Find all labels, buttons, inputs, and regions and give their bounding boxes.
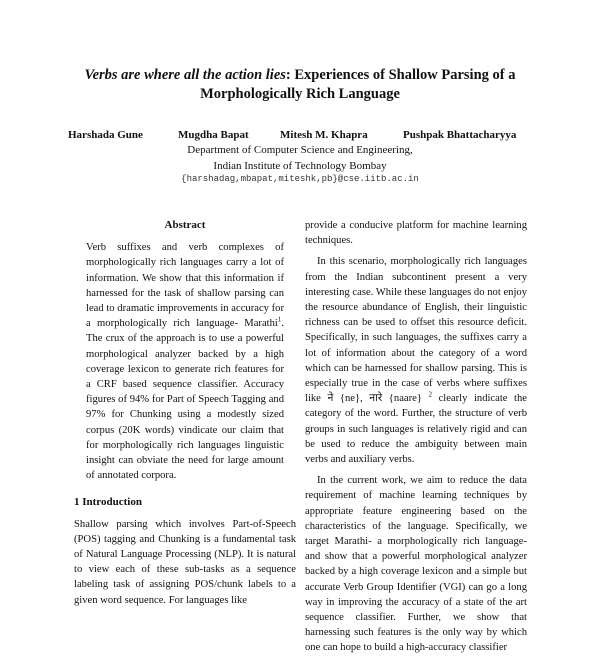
right-paragraph-1 [305, 254, 527, 467]
author-3: Mitesh M. Khapra [280, 129, 368, 141]
right-paragraph-1-b: clearly indicate the category of the word. Further, the structure of verb groups in such languages is relatively rigid and can be used to reduce the ambiguity between main verbs and auxiliary verbs. [305, 393, 527, 466]
intro-paragraph-1: Shallow parsing which involves Part-of-Speech (POS) tagging and Chunking is a fundamental task of Natural Language Processing (NLP). It is natural to view each of these sub-tasks as a sequence labeling task of assigning POS/chunk labels to a given word sequence. For languages like [74, 518, 296, 606]
affiliation-line-2: Indian Institute of Technology Bombay [213, 159, 387, 172]
abstract-text-b: . The crux of the approach is to use a powerful morphological analyzer backed by a high coverage lexicon to generate rich features for a CRF based sequence classifier. Accuracy figures of 94% for Part of Speech Tagging and 97% for Chunking using a modestly sized corpus (20K words) vindicate our claim that for morphologically rich languages linguistic insight can obviate the need for large amount of annotated corpora. [86, 318, 284, 482]
right-paragraph-0: provide a conducive platform for machine learning techniques. [305, 220, 527, 247]
section-heading-introduction: 1 Introduction [74, 496, 142, 509]
abstract-text-a: Verb suffixes and verb complexes of morphologically rich languages carry a lot of information. We show that this information if harnessed for the task of shallow parsing can lead to dramatic improvements in accuracy for a morphologically rich language- Marathi [86, 242, 284, 330]
footnote-mark-2: 2 [428, 390, 432, 399]
paper-title [40, 66, 560, 104]
abstract-heading: Abstract [164, 219, 206, 231]
title-italic: Verbs are where all the action lies [84, 67, 286, 83]
author-email: {harshadag,mbapat,miteshk,pb}@cse.iitb.ac.in [181, 174, 419, 184]
author-2: Mugdha Bapat [178, 129, 249, 141]
title-rest: : Experiences of Shallow Parsing of a Morphologically Rich Language [200, 67, 516, 102]
affiliation-line-1: Department of Computer Science and Engineering, [187, 144, 413, 156]
author-1: Harshada Gune [68, 129, 143, 141]
author-4: Pushpak Bhattacharyya [403, 129, 517, 141]
right-paragraph-2: In the current work, we aim to reduce the data requirement of machine learning techniques by appropriate feature engineering based on the characteristics of the language. Specifically, we target Marathi- a morphologically rich language- and show that a powerful morphological analyzer backed by a high coverage lexicon and a simple but accurate Verb Group Identifier (VGI) can go a long way in improving the accuracy of a state of the art sequence classifier. Further, we show that harnessing such features is the only way by which one can hope to build a high-accuracy classifier [305, 475, 527, 654]
left-column [74, 218, 296, 608]
abstract-text [74, 240, 296, 483]
right-paragraph-1-a: In this scenario, morphologically rich languages from the Indian subcontinent present a very interesting case. While these languages do not enjoy the resource abundance of English, their linguistic richness can be used to offset this resource deficit. Specifically, in such languages, the suffixes carry a lot of information about the category of a word which can be harnessed for shallow parsing. This is especially true in the case of verbs where suffixes like ने {ne}, नारे {naare} [305, 256, 527, 405]
affiliation [40, 143, 560, 174]
footnote-mark-1: 1 [277, 315, 282, 324]
right-column [305, 218, 527, 656]
